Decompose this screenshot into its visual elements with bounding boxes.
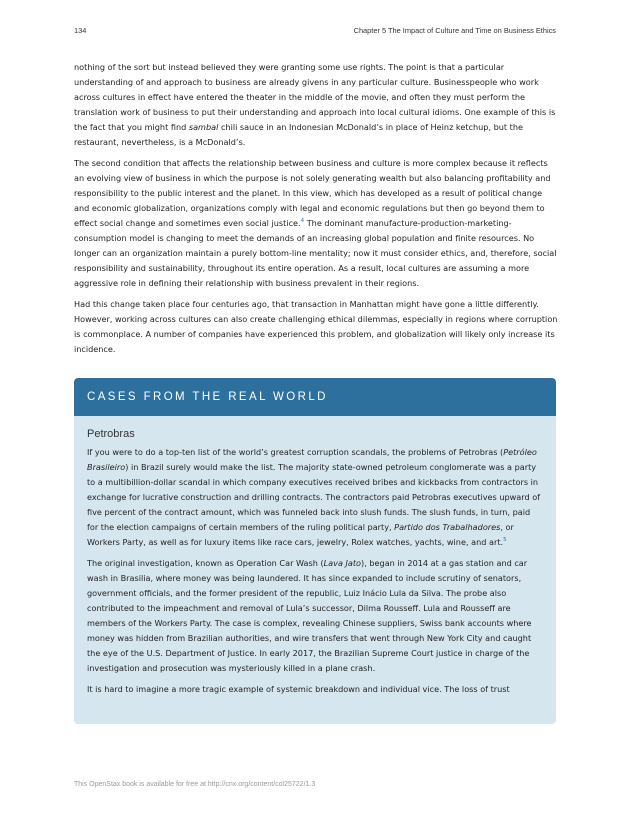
paragraph-2: The second condition that affects the relationship between business and culture is more complex because it reflects an evolving view of business in which the purpose is not solely generating wealth but also balancing profitability and responsibility to the public interest and the planet. In this view, which has developed as a result of political change and economic globalization, organizations comply with legal and economic regulations but then go beyond them to effect social change and sometimes even social justice.$^4$ The dominant manufacture-production-marketing-consumption model is changing to meet the demands of an increasing global population and finite resources. No longer can an organization maintain a purely bottom-line mentality; now it must consider ethics, and, therefore, social responsibility and sustainability, throughout its entire operation. As a result, local cultures are assuming a more aggressive role in defining their relationship with business prevalent in their regions. [74, 158, 557, 288]
case-paragraph-2: The original investigation, known as Operation Car Wash (Lava Jato), began in 2014 at a gas station and car wash in Brasilia, where money was being laundered. It has since expanded to include scrutiny of senators, government officials, and the former president of the republic, Luiz Inácio Lula da Silva. The probe also contributed to the impeachment and removal of Lula’s successor, Dilma Rousseff. Lula and Rousseff are members of the Workers Party. The case is complex, revealing Chinese suppliers, Swiss bank accounts where money was hidden from Brazilian authorities, and wire transfers that went through New York City and caught the eye of the U.S. Department of Justice. In early 2017, the Brazilian Supreme Court justice in charge of the investigation and prosecution was mysteriously killed in a plane crash. [87, 558, 532, 673]
case-feature-box [74, 378, 556, 724]
case-feature-header [74, 378, 556, 416]
italic-term-sambal: sambal [188, 122, 219, 132]
footnote-link-5[interactable]: 5 [503, 537, 507, 543]
page-footer: This OpenStax book is available for free at http://cnx.org/content/col25722/1.3 [74, 781, 316, 788]
body-text [74, 60, 558, 363]
case-paragraph-1: If you were to do a top-ten list of the world’s greatest corruption scandals, the problems of Petrobras (Petróleo Brasileiro) in Brazil surely would make the list. The majority state-owned petroleum conglomerate was a party to a multibillion-dollar scandal in which company executives received bribes and kickbacks from contractors in exchange for lucrative construction and drilling contracts. The contractors paid Petrobras executives upward of five percent of the contract amount, which was funneled back into slush funds. The slush funds, in turn, paid for the election campaigns of certain members of the ruling political party, Partido dos Trabalhadores, or Workers Party, as well as for luxury items like race cars, jewelry, Rolex watches, yachts, wine, and art.$^5$ [87, 447, 541, 547]
footnote-link-4[interactable]: 4 [300, 218, 305, 224]
case-paragraph-3: It is hard to imagine a more tragic example of systemic breakdown and individual vice. The loss of trust [87, 684, 510, 694]
page-number: 134 [74, 26, 87, 35]
case-feature-label: CASES FROM THE REAL WORLD [87, 391, 328, 403]
case-title: Petrobras [87, 428, 135, 440]
page-header [74, 26, 556, 35]
chapter-title: Chapter 5 The Impact of Culture and Time on Business Ethics [353, 26, 556, 35]
case-body [87, 445, 543, 697]
paragraph-3: Had this change taken place four centuries ago, that transaction in Manhattan might have gone a little differently. However, working across cultures can also create challenging ethical dilemmas, especially in regions where corruption is commonplace. A number of companies have experienced this problem, and globalization will likely only increase its incidence. [74, 299, 558, 354]
paragraph-1: nothing of the sort but instead believed they were granting some use rights. The point is that a particular understanding of and approach to business are already givens in any particular culture. Businesspeople who work across cultures in effect have entered the theater in the middle of the movie, and often they must perform the translation work of business to put their understanding and approach into local cultural idioms. One example of this is the fact that you might find sambal chili sauce in an Indonesian McDonald’s in place of Heinz ketchup, but the restaurant, nevertheless, is a McDonald’s. [74, 62, 556, 147]
